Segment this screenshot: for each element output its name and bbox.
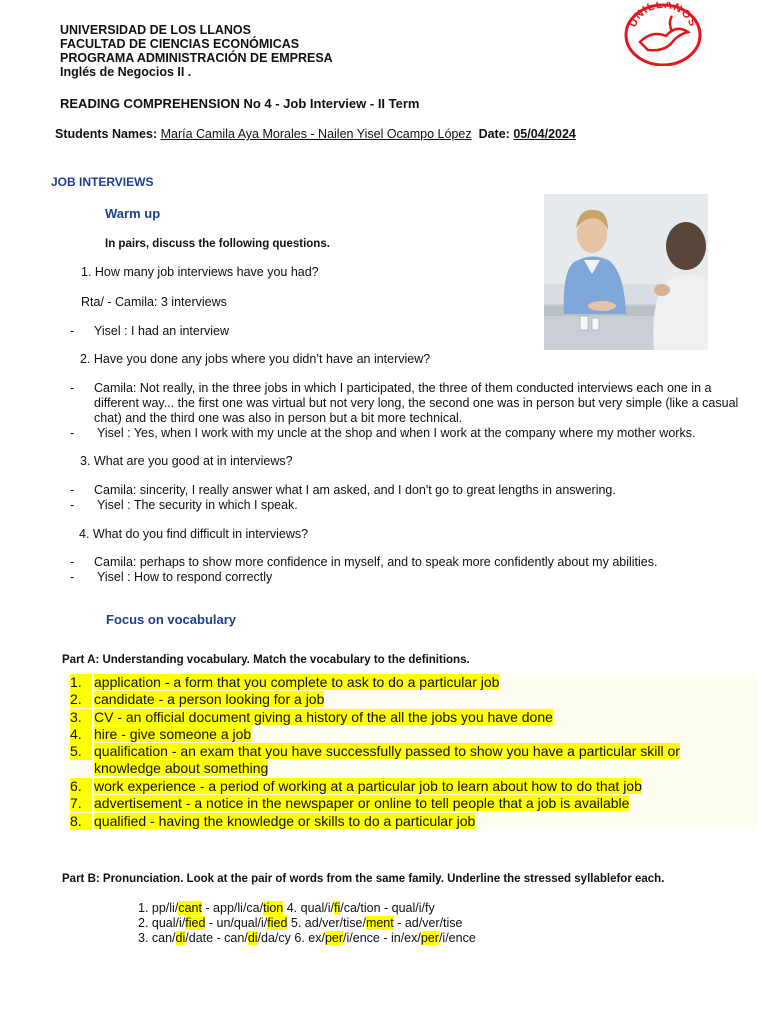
warmup-title: Warm up bbox=[105, 206, 161, 221]
question-4: 4. What do you find difficult in interviews? bbox=[79, 527, 309, 541]
vocab-list: 1. application - a form that you complete to ask to do a particular job 2. candidate - a person looking for a job 3. CV - an official document giving a history of the all the jobs you have done 4. hire - give someone a job 5. qualification - an exam that you have successfully passed to show you have a particular skill or knowledge about something 6. work experience - a period of working at a particular job to learn about how to do that job 7. advertisement - a notice in the newspaper or online to tell people that a job is available 8. qualified - having the knowledge or skills to do a particular job bbox=[64, 673, 758, 831]
program-name: PROGRAMA ADMINISTRACIÓN DE EMPRESA bbox=[60, 51, 333, 65]
question-1: 1. How many job interviews have you had? bbox=[81, 265, 319, 279]
answer-1-camila: Rta/ - Camila: 3 interviews bbox=[81, 295, 227, 309]
course-name: Inglés de Negocios II . bbox=[60, 65, 192, 79]
job-interview-photo bbox=[544, 194, 708, 350]
page-title: READING COMPREHENSION No 4 - Job Interview - II Term bbox=[60, 96, 420, 111]
answer-2-camila-line-2: different way... the first one was virtual but not very long, the second one was in person but very simple (like a casual bbox=[94, 396, 739, 410]
answer-3-yisel: - Yisel : The security in which I speak. bbox=[70, 498, 298, 512]
question-3: 3. What are you good at in interviews? bbox=[80, 454, 293, 468]
university-name: UNIVERSIDAD DE LOS LLANOS bbox=[60, 23, 251, 37]
answer-4-camila: - Camila: perhaps to show more confidence in myself, and to speak more confidently about my abilities. bbox=[70, 555, 658, 569]
pronunciation-line-2: 2. qual/i/fied - un/qual/i/fied 5. ad/ver/tise/ment - ad/ver/tise bbox=[138, 916, 463, 930]
answer-2-yisel: - Yisel : Yes, when I work with my uncle at the shop and when I work at the company where my mother works. bbox=[70, 426, 696, 440]
pronunciation-line-3: 3. can/di/date - can/di/da/cy 6. ex/per/i/ence - in/ex/per/i/ence bbox=[138, 931, 476, 945]
students-names: María Camila Aya Morales - Nailen Yisel Ocampo López bbox=[160, 127, 472, 141]
date-label: Date: bbox=[478, 127, 510, 141]
university-logo bbox=[622, 2, 704, 66]
part-a-instruction: Part A: Understanding vocabulary. Match the vocabulary to the definitions. bbox=[62, 654, 470, 666]
answer-4-yisel: - Yisel : How to respond correctly bbox=[70, 570, 273, 584]
students-line bbox=[55, 127, 576, 141]
date-value: 05/04/2024 bbox=[513, 127, 576, 141]
section-title: JOB INTERVIEWS bbox=[51, 175, 154, 189]
svg-text:UNILLANOS bbox=[627, 2, 699, 29]
answer-1-yisel: - Yisel : I had an interview bbox=[70, 324, 230, 338]
heron-emblem-icon bbox=[640, 29, 688, 50]
faculty-name: FACULTAD DE CIENCIAS ECONÓMICAS bbox=[60, 37, 300, 51]
warmup-instruction: In pairs, discuss the following questions. bbox=[105, 238, 330, 250]
vocab-title: Focus on vocabulary bbox=[106, 612, 237, 627]
question-2: 2. Have you done any jobs where you didn’t have an interview? bbox=[80, 352, 431, 366]
logo-text: UNILLANOS bbox=[626, 2, 700, 30]
part-b-instruction: Part B: Pronunciation. Look at the pair of words from the same family. Underline the stressed syllablefor each. bbox=[62, 873, 665, 885]
students-label: Students Names: bbox=[55, 127, 158, 141]
answer-3-camila: - Camila: sincerity, I really answer what I am asked, and I don't go to great lengths in answering. bbox=[70, 483, 616, 497]
pronunciation-line-1: 1. pp/li/cant - app/li/ca/tion 4. qual/i/fi/ca/tion - qual/i/fy bbox=[138, 901, 435, 915]
answer-2-camila-line-1: Camila: Not really, in the three jobs in which I participated, the three of them conducted interviews each one in a bbox=[94, 381, 712, 395]
answer-2-camila-line-3: chat) and the third one was also in person but a bit more technical. bbox=[94, 411, 463, 425]
